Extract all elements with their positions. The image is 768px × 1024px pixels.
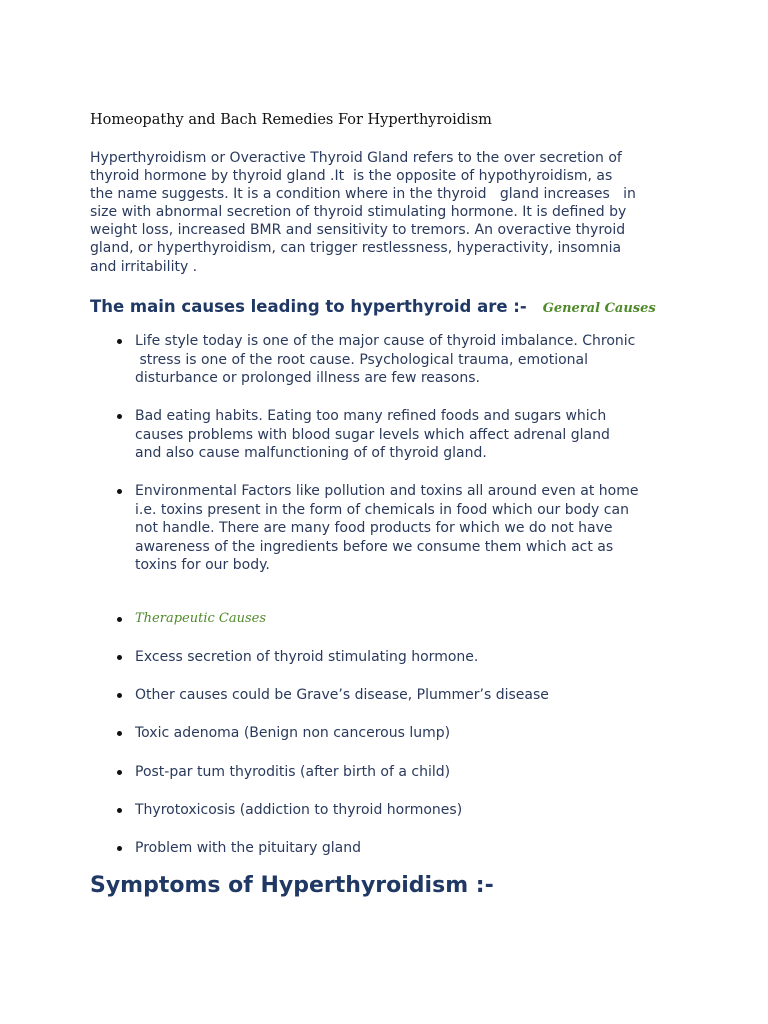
intro-paragraph <box>90 149 690 276</box>
bullet-icon <box>117 339 122 344</box>
list-item <box>135 724 450 743</box>
intro-line: gland, or hyperthyroidism, can trigger restlessness, hyperactivity, insomnia <box>90 240 622 257</box>
list-item-line: disturbance or prolonged illness are few reasons. <box>135 370 480 386</box>
list-item-line: and also cause malfunctioning of of thyroid gland. <box>135 445 487 461</box>
list-item <box>135 686 549 705</box>
bullet-icon <box>117 770 122 775</box>
list-item-line: toxins for our body. <box>135 557 270 573</box>
intro-line: weight loss, increased BMR and sensitivity to tremors. An overactive thyroid <box>90 222 626 239</box>
list-item-line: awareness of the ingredients before we consume them which act as <box>135 538 614 555</box>
bullet-icon <box>117 655 122 660</box>
causes-heading-text: The main causes leading to hyperthyroid are :- <box>90 297 527 316</box>
intro-line: thyroid hormone by thyroid gland .It is the opposite of hypothyroidism, as <box>90 168 613 185</box>
list-item-text: Toxic adenoma (Benign non cancerous lump) <box>135 725 451 741</box>
list-item <box>135 801 462 820</box>
list-item-line: i.e. toxins present in the form of chemicals in food which our body can <box>135 501 629 518</box>
list-item-line: not handle. There are many food products for which we do not have <box>135 520 613 536</box>
list-item <box>135 407 610 463</box>
bullet-icon <box>117 808 122 813</box>
list-item-line: Life style today is one of the major cause of thyroid imbalance. Chronic <box>135 333 636 349</box>
intro-line: and irritability . <box>90 258 198 275</box>
bullet-icon <box>117 693 122 698</box>
therapeutic-causes-label: Therapeutic Causes <box>135 611 266 626</box>
list-item-text: Post-par tum thyroditis (after birth of a child) <box>135 764 451 780</box>
list-item <box>135 648 478 667</box>
list-item-line: causes problems with blood sugar levels which affect adrenal gland <box>135 426 610 443</box>
intro-line: size with abnormal secretion of thyroid stimulating hormone. It is defined by <box>90 204 627 221</box>
list-item-therapeutic-label <box>135 610 266 629</box>
list-item-line: Environmental Factors like pollution and toxins all around even at home <box>135 483 639 499</box>
intro-line: the name suggests. It is a condition where in the thyroid gland increases in <box>90 186 636 203</box>
list-item <box>135 482 638 575</box>
intro-line: Hyperthyroidism or Overactive Thyroid Gland refers to the over secretion of <box>90 150 622 166</box>
list-item-text: Thyrotoxicosis (addiction to thyroid hormones) <box>135 802 463 818</box>
list-item-line: Bad eating habits. Eating too many refined foods and sugars which <box>135 408 607 424</box>
list-item <box>135 839 361 858</box>
general-causes-label: General Causes <box>542 301 656 316</box>
list-item <box>135 763 450 782</box>
document-title: Homeopathy and Bach Remedies For Hyperthyroidism <box>90 112 492 128</box>
list-item-text: Problem with the pituitary gland <box>135 840 361 856</box>
symptoms-heading: Symptoms of Hyperthyroidism :- <box>90 873 494 898</box>
bullet-icon <box>117 617 122 622</box>
list-item-text: Excess secretion of thyroid stimulating hormone. <box>135 649 479 665</box>
bullet-icon <box>117 846 122 851</box>
list-item-text: Other causes could be Grave’s disease, Plummer’s disease <box>135 687 549 703</box>
causes-heading <box>90 292 656 319</box>
bullet-icon <box>117 489 122 494</box>
bullet-icon <box>117 414 122 419</box>
bullet-icon <box>117 731 122 736</box>
list-item <box>135 332 635 388</box>
list-item-line: stress is one of the root cause. Psychological trauma, emotional <box>135 351 588 368</box>
